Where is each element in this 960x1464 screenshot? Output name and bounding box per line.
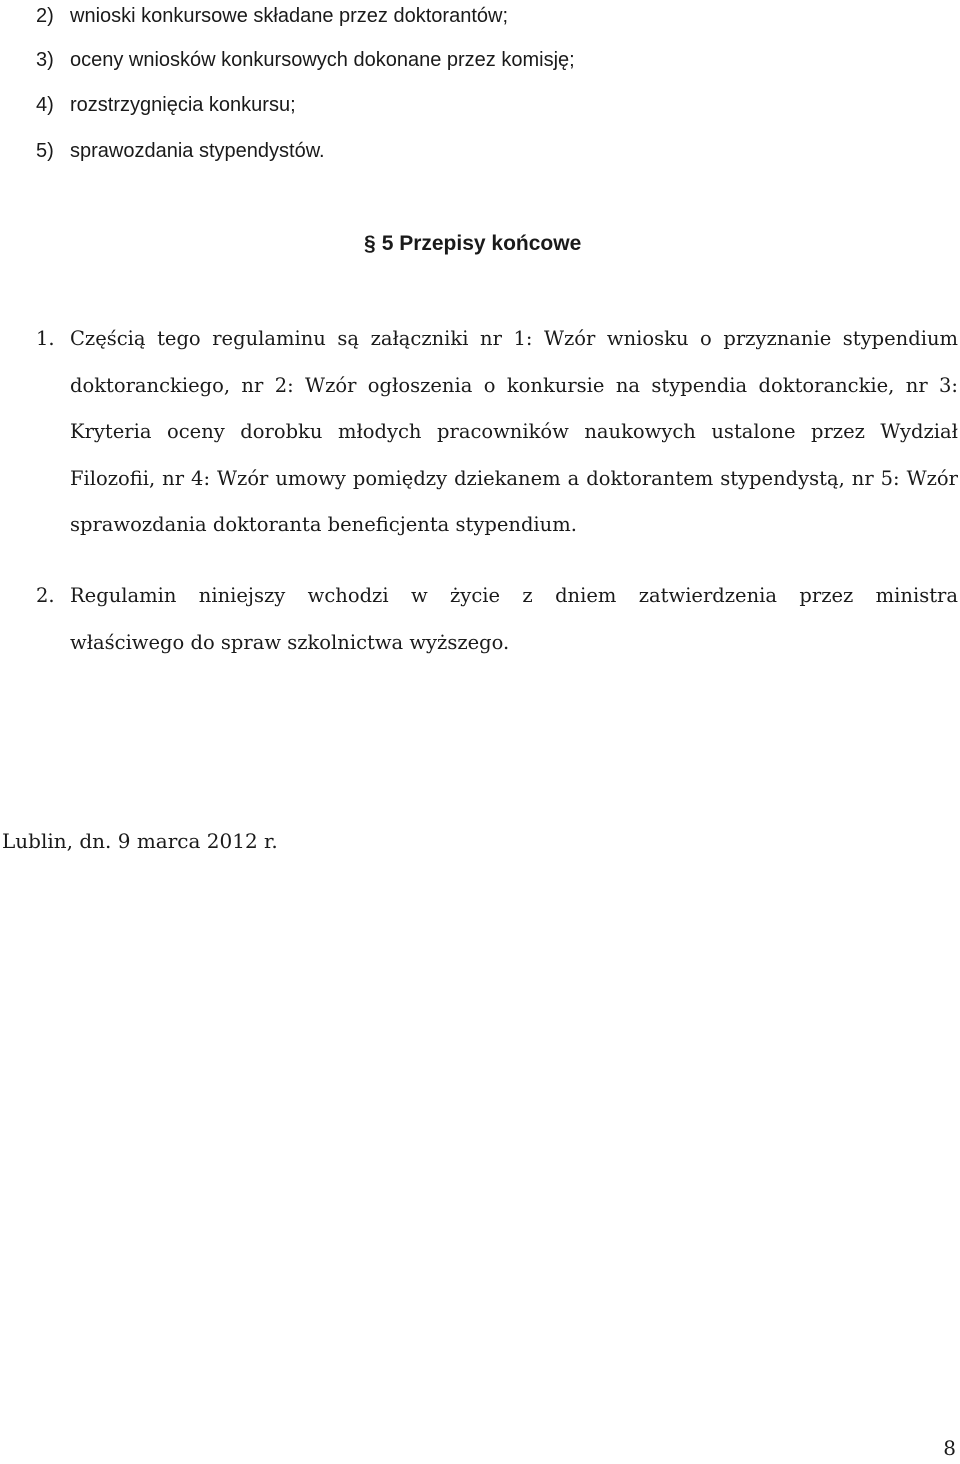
list-item (36, 4, 508, 28)
section-sign: § (364, 232, 376, 255)
list-item-number: 2) (36, 5, 54, 27)
paragraph-text-line1: Regulamin niniejszy wchodzi w życie z dniem zatwierdzenia przez ministra (70, 584, 958, 607)
list-item-text: wnioski konkursowe składane przez doktorantów; (70, 5, 508, 27)
list-item-text: oceny wniosków konkursowych dokonane przez komisję; (70, 49, 575, 71)
paragraph-entry-into-force (36, 573, 958, 666)
section-title: 5 Przepisy końcowe (381, 232, 582, 255)
list-item (36, 93, 296, 117)
section-heading (364, 230, 581, 258)
list-item (36, 139, 325, 163)
page-number: 8 (943, 1436, 956, 1460)
paragraph-number: 2. (36, 584, 55, 607)
paragraph-text: Częścią tego regulaminu są załączniki nr 1: Wzór wniosku o przyznanie stypendium doktoranckiego, nr 2: Wzór ogłoszenia o konkursie na stypendia doktoranckie, nr 3: Kryteria oceny dorobku młodych pracowników naukowych ustalone przez Wydział Filozofii, nr 4: Wzór umowy pomiędzy dziekanem a doktorantem stypendystą, nr 5: Wzór sprawozdania doktoranta beneficjenta stypendium. (70, 327, 958, 536)
list-item-number: 5) (36, 140, 54, 162)
list-item-text: sprawozdania stypendystów. (70, 140, 325, 162)
place-date: Lublin, dn. 9 marca 2012 r. (2, 829, 278, 853)
list-item-number: 4) (36, 94, 54, 116)
list-item-number: 3) (36, 49, 54, 71)
paragraph-text-line2: właściwego do spraw szkolnictwa wyższego. (70, 630, 510, 654)
paragraph-number: 1. (36, 327, 55, 350)
paragraph-attachments (36, 316, 958, 549)
list-item (36, 48, 575, 72)
list-item-text: rozstrzygnięcia konkursu; (70, 94, 296, 116)
